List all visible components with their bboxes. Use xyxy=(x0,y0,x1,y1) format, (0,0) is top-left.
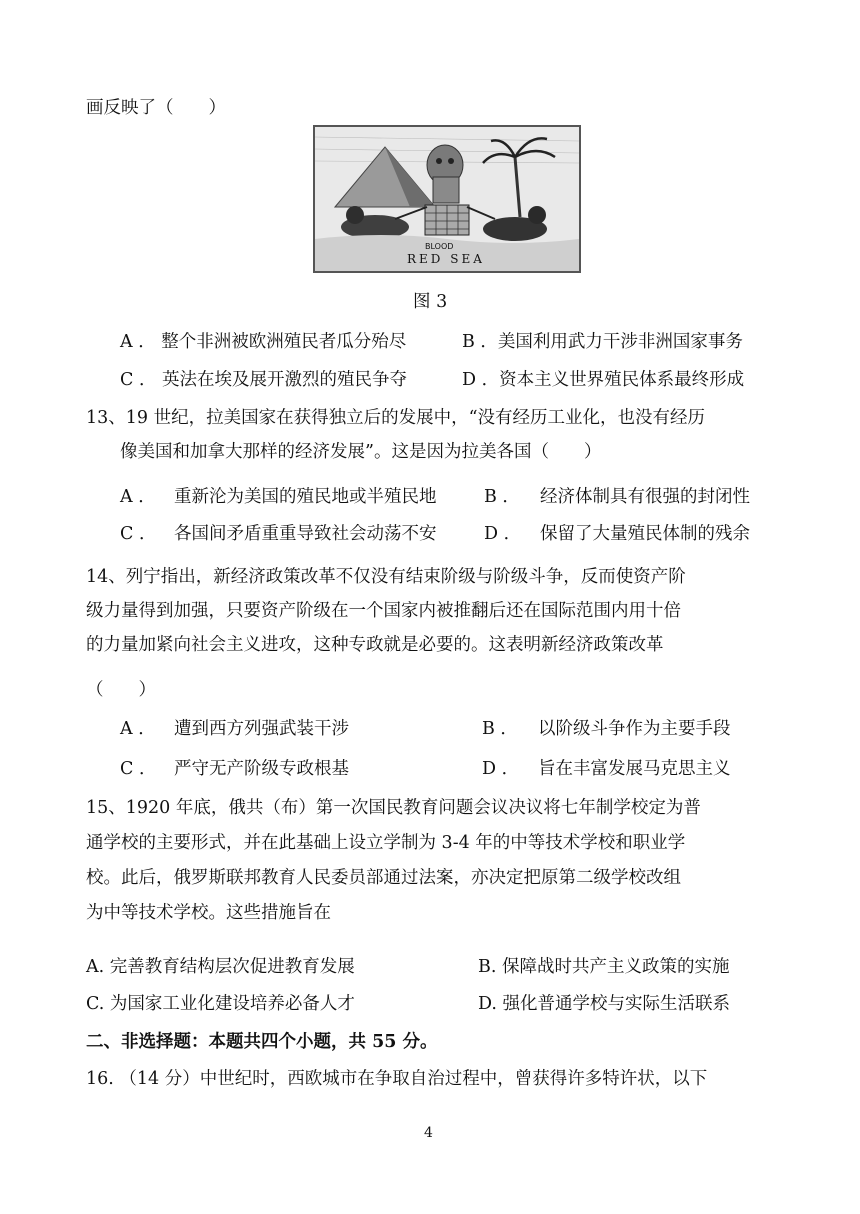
q13-option-c[interactable]: 各国间矛盾重重导致社会动荡不安 xyxy=(174,524,437,544)
q14-option-a-letter[interactable]: A ． xyxy=(120,719,156,739)
q13-option-d-letter[interactable]: D ． xyxy=(484,524,522,544)
q14-line-1: 14、列宁指出，新经济政策改革不仅没有结束阶级与阶级斗争，反而使资产阶 xyxy=(86,567,686,587)
q14-line-3: 的力量加紧向社会主义进攻，这种专政就是必要的。这表明新经济政策改革 xyxy=(86,635,664,655)
q13-option-b-letter[interactable]: B ． xyxy=(484,487,520,507)
q15-option-a[interactable]: A. 完善教育结构层次促进教育发展 xyxy=(86,957,355,977)
q14-line-4: （ ） xyxy=(86,680,156,700)
cartoon-illustration xyxy=(315,127,579,271)
q14-option-b[interactable]: 以阶级斗争作为主要手段 xyxy=(538,719,731,739)
q14-option-c[interactable]: 严守无产阶级专政根基 xyxy=(174,759,349,779)
q15-option-b[interactable]: B. 保障战时共产主义政策的实施 xyxy=(478,957,730,977)
q13-option-a[interactable]: 重新沦为美国的殖民地或半殖民地 xyxy=(174,487,437,507)
cartoon-figure xyxy=(313,125,581,273)
q15-option-d[interactable]: D. 强化普通学校与实际生活联系 xyxy=(478,994,731,1014)
q14-option-a[interactable]: 遭到西方列强武装干涉 xyxy=(174,719,349,739)
q15-option-c[interactable]: C. 为国家工业化建设培养必备人才 xyxy=(86,994,355,1014)
q12-option-b[interactable]: B ．美国利用武力干涉非洲国家事务 xyxy=(462,332,743,352)
q15-line-3: 校。此后，俄罗斯联邦教育人民委员部通过法案，亦决定把原第二级学校改组 xyxy=(86,868,681,888)
section-2-heading: 二、非选择题：本题共四个小题，共 55 分。 xyxy=(86,1032,438,1052)
q15-line-4: 为中等技术学校。这些措施旨在 xyxy=(86,903,331,923)
banner-text: RED SEA xyxy=(407,252,485,266)
q14-option-b-letter[interactable]: B ． xyxy=(482,719,518,739)
q15-line-2: 通学校的主要形式，并在此基础上设立学制为 3-4 年的中等技术学校和职业学 xyxy=(86,833,686,853)
q13-option-d[interactable]: 保留了大量殖民体制的残余 xyxy=(540,524,750,544)
q12-option-d[interactable]: D ．资本主义世界殖民体系最终形成 xyxy=(462,370,745,390)
figure-caption: 图 3 xyxy=(413,292,448,312)
q14-option-d-letter[interactable]: D ． xyxy=(482,759,520,779)
q12-option-c[interactable]: C ． 英法在埃及展开激烈的殖民争夺 xyxy=(120,370,408,390)
q13-line-2: 像美国和加拿大那样的经济发展”。这是因为拉美各国（ ） xyxy=(120,442,602,462)
q14-option-c-letter[interactable]: C ． xyxy=(120,759,157,779)
question-12-tail: 画反映了（ ） xyxy=(86,98,226,118)
q13-option-a-letter[interactable]: A ． xyxy=(120,487,156,507)
page-number: 4 xyxy=(424,1125,433,1141)
q13-line-1: 13、19 世纪，拉美国家在获得独立后的发展中，“没有经历工业化，也没有经历 xyxy=(86,408,706,428)
q14-option-d[interactable]: 旨在丰富发展马克思主义 xyxy=(538,759,731,779)
q12-option-a[interactable]: A ． 整个非洲被欧洲殖民者瓜分殆尽 xyxy=(120,332,407,352)
q14-line-2: 级力量得到加强，只要资产阶级在一个国家内被推翻后还在国际范围内用十倍 xyxy=(86,601,681,621)
q13-option-b[interactable]: 经济体制具有很强的封闭性 xyxy=(540,487,750,507)
q16-line-1: 16. （14 分）中世纪时，西欧城市在争取自治过程中，曾获得许多特许状，以下 xyxy=(86,1069,708,1089)
q13-option-c-letter[interactable]: C ． xyxy=(120,524,157,544)
q15-line-1: 15、1920 年底，俄共（布）第一次国民教育问题会议决议将七年制学校定为普 xyxy=(86,798,701,818)
banner-text-top: BLOOD xyxy=(425,242,454,251)
